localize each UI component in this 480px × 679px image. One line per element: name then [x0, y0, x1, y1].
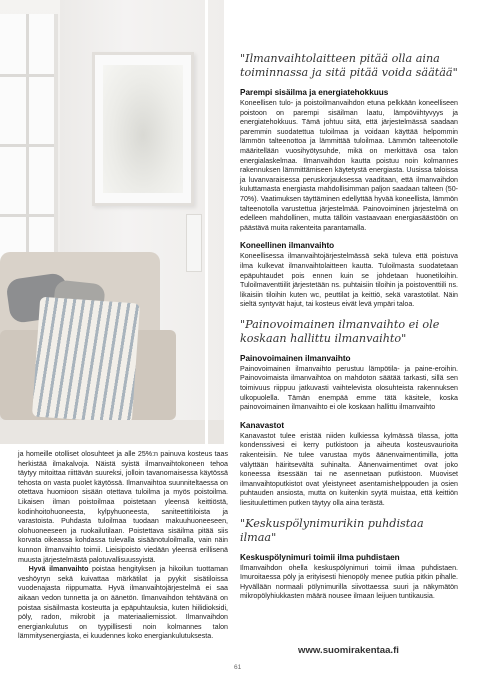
striped-throw-blanket — [32, 297, 140, 424]
section-heading-5: Keskuspölynimuri toimii ilma puhdistaen — [240, 552, 400, 562]
pull-quote-3: "Keskuspölynimurikin puhdistaa ilmaa" — [240, 516, 424, 544]
section-text-3: Painovoimainen ilmanvaihto perustuu lämpötila- ja paine-eroihin. Painovoimaista ilmanvaihtoa on mahdoton säätää tarkasti, sillä sen toimivuus riippuu jatkuvasti vaihtelevista olosuhteista rakennuksen ulkopuolella. Tämän enempää emme tätä käsitele, koska painovoimainen ilmanvaihto ei ole koskaan hallittu ilmanvaihto — [240, 364, 458, 412]
section-text-1: Koneellisen tulo- ja poistoilmanvaihdon etuna pelkkään koneelliseen poistoon on parempi sisäilman laatu, lämpöviihtyvyys ja energiatehokkuus. Tämä johtuu siitä, että järjestelmässä saadaan paremmin suodatettua tuloilmaa ja voidaan käyttää helpommin lämmön talteenottoa ja lämmittää tuloilmaa. Lämmön talteenotolle määritellään vuosihyötysuhde, mikä on merkittävä osa talon energialaskelmaa. Ilmanvaihdon kautta poistuu noin kolmannes rakennuksen lämmittämiseen käytetystä energiasta. Uusissa taloissa ja luvanvaraisessa peruskorjauksessa vaaditaan, että ilmanvaihdon kuluttamasta energiasta mahdollisimman paljon saadaan talteen (50-70%). Vaatimuksen täyttäminen edellyttää hyvää koneellista, lämmön talteenotolla varustettua järjestelmää. Painovoiminen järjestelmä on edelleen mahdollinen, mutta tällöin vastaavaan energiasäästöön on päästävä muita rakenteita parantamalla. — [240, 99, 458, 232]
section-text-2: Koneellisessa ilmanvaihtojärjestelmässä sekä tuleva että poistuva ilma kulkevat ilmanvaihtolaitteen kautta. Tuloilmasta suodatetaan epäpuhtaudet pois ennen kuin se johdetaan huonetiloihin. Tuloilmaventtiilit järjestetään ns. puhtaisiin tiloihin ja poistoventtiili ns. likaisiin tiloihin kuten wc, peuttilat ja keittiö, sekä varastotilat. Näin sieltä syntyvät hajut, tai kosteus eivät levä ympäri taloa. — [240, 252, 458, 309]
wall-switch — [186, 214, 202, 272]
interior-photo — [0, 0, 224, 444]
left-column-text2: poistaa hengityksen ja hikoilun tuottaman veshöyryn sekä kuivattaa märkätilat ja pyykit sisätiloissa vuodenajasta riippumatta. Hyvä ilmanvaihtojärjestelmä ei saa aikaan vedon tunnetta ja on äänetön. Ilmanvaihdon tehtävänä on poistaa sisäilmasta kosteutta ja epäpuhtauksia, kuten hiilidioksidi, pöly, radon, mikrobit ja materiaaliemissiot. Ilmanvaihdon energiankulutus on tyypillisesti noin kolmannes talon lämmitysenergiasta, ei kuudennes koko energiankulutuksesta. — [18, 565, 228, 641]
left-column-lead: Hyvä ilmanvaihto — [28, 565, 89, 574]
section-heading-1: Parempi sisäilma ja energiatehokkuus — [240, 88, 389, 97]
pull-quote-1: "Ilmanvaihtolaitteen pitää olla aina toiminnassa ja sitä pitää voida säätää" — [240, 52, 458, 79]
framed-artwork — [92, 52, 194, 206]
window — [0, 14, 58, 284]
section-text-4: Kanavastot tulee eristää niiden kulkiessa kylmässä tilassa, jotta kondenssivesi ei kerry putkistoon ja aiheuta kosteusvaurioita rakenteisiin. Ne tulee varustaa myös äänenvaimentimilla, jotta välyttään häiritsevältä suhinalta. Äänenvaimentimet ovat joko koneessa itsessään tai ne asennetaan putkistoon. Muoviset ilmanvaihtoputkistot ovat yleistyneet asentamishelppouden ja osien puhtauden ansiosta, mutta on kuitenkin syytä muistaa, että keittiön liesituulettimen putken täytyy olla aina terästä. — [240, 431, 458, 507]
pull-quote-2: "Painovoimainen ilmanvaihto ei ole koskaan hallittu ilmanvaihto" — [240, 317, 440, 345]
section-heading-4: Kanavastot — [240, 420, 285, 430]
page-number: 61 — [234, 664, 242, 671]
left-column — [18, 450, 228, 642]
section-text-5: Ilmanvaihdon ohella keskuspölynimuri toimii ilmaa puhdistaen. Imuroitaessa pöly ja erityisesti hienopöly menee putkia pitkin pihalle. Hyvällään normaali pölynimurilla siivottaessa suuri ja näkymätön mikropölyhiukkasten määrä nousee ilmaan leijuen tuntikausia. — [240, 563, 458, 601]
left-column-text: ja homeille otolliset olosuhteet ja alle 25%:n painuva kosteus taas herkistää ilmakalvoja. Näistä syistä ilmanvaihtokoneen tehoa täytyy mitoittaa riittävän suureksi, jolloin tavanomaisessa käytössä tehosta on vasta puolet käytössä. Ilmanvaihtoa suunniteltaessa on otettava huomioon sisään otettava tuloilma ja myös poistoilma. Likaisen ilman poistoilmaa poistetaan yleensä keittiöstä, kodinhoitohuoneesta, kylpyhuoneesta, saniteettitiloista ja varastoista. Puhdasta tuloilmaa tuodaan makuuhuoneeseen, olohuoneeseen ja ruokailutilaan. Poistettava sisäilma pitää siis korvata oikeassa kohdassa tulevalla sisäänotuloilmalla, vain näin kunnon ilmanvaihto toimii. Lieisipoisto viedään yleensä erillisenä muusta järjestelmästä palotuvallisuussyistä. — [18, 450, 228, 564]
divider — [205, 0, 208, 444]
website-link[interactable]: www.suomirakentaa.fi — [298, 645, 399, 656]
right-column — [240, 52, 458, 602]
section-heading-3: Painovoimainen ilmanvaihto — [240, 353, 351, 363]
floor — [0, 420, 224, 444]
section-heading-2: Koneellinen ilmanvaihto — [240, 241, 335, 251]
